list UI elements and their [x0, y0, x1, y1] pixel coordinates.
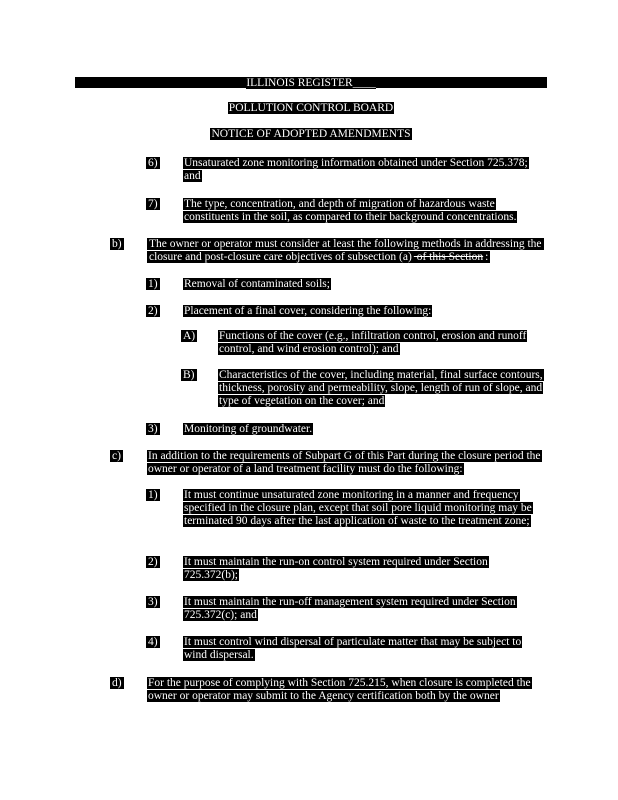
item-number: d)	[112, 677, 122, 689]
item-text: Monitoring of groundwater.	[184, 423, 313, 435]
item-text: For the purpose of complying with Section 725.215, when closure is completed the owner or operator may submit to the Agency certification both by the owner	[148, 677, 531, 702]
item-number: c)	[112, 450, 121, 462]
item-text: Unsaturated zone monitoring information obtained under Section 725.378; and	[184, 157, 528, 182]
register-suffix: ____	[352, 77, 376, 89]
item-text: Characteristics of the cover, including material, final surface contours, thickness, porosity and permeability, slope, length of run of slope, and type of vegetation on the cover; and	[219, 369, 543, 407]
item-number: A)	[183, 330, 196, 342]
item-number: 4)	[148, 636, 158, 648]
item-text: Functions of the cover (e.g., infiltration control, erosion and runoff control, and wind erosion control); and	[219, 330, 527, 355]
item-text: It must maintain the run-off management system required under Section 725.372(c); and	[184, 596, 516, 621]
struck-text: of this Section	[413, 251, 484, 263]
item-number: b)	[112, 238, 122, 250]
item-text: Placement of a final cover, considering the following:	[184, 305, 432, 317]
board-heading	[75, 102, 547, 115]
register-title: ILLINOIS REGISTER	[246, 77, 353, 89]
item-text: It must maintain the run-on control system required under Section 725.372(b);	[184, 556, 488, 581]
item-text: In addition to the requirements of Subpart G of this Part during the closure period the owner or operator of a land treatment facility must do the following:	[148, 450, 541, 475]
notice-title: NOTICE OF ADOPTED AMENDMENTS	[211, 128, 411, 140]
item-number: 1)	[148, 278, 158, 290]
notice-heading	[75, 128, 547, 141]
item-number: 1)	[148, 489, 158, 501]
item-text: It must control wind dispersal of particulate matter that may be subject to wind dispersal.	[184, 636, 522, 661]
item-text: It must continue unsaturated zone monitoring in a manner and frequency specified in the closure plan, except that soil pore liquid monitoring may be terminated 90 days after the last application of waste to the treatment zone;	[184, 489, 532, 527]
item-number: 7)	[148, 198, 158, 210]
item-text: The owner or operator must consider at least the following methods in addressing the closure and post-closure care objectives of subsection (a) of this Section :	[149, 238, 542, 263]
item-number: 2)	[148, 305, 158, 317]
board-title: POLLUTION CONTROL BOARD	[228, 102, 394, 114]
item-number: 2)	[148, 556, 158, 568]
item-text: Removal of contaminated soils;	[184, 278, 330, 290]
item-number: 3)	[148, 596, 158, 608]
item-number: B)	[183, 369, 195, 381]
register-header-bar	[75, 77, 547, 88]
item-number: 6)	[148, 157, 158, 169]
item-number: 3)	[148, 423, 158, 435]
item-text: The type, concentration, and depth of migration of hazardous waste constituents in the soil, as compared to their background concentrations.	[184, 198, 517, 223]
